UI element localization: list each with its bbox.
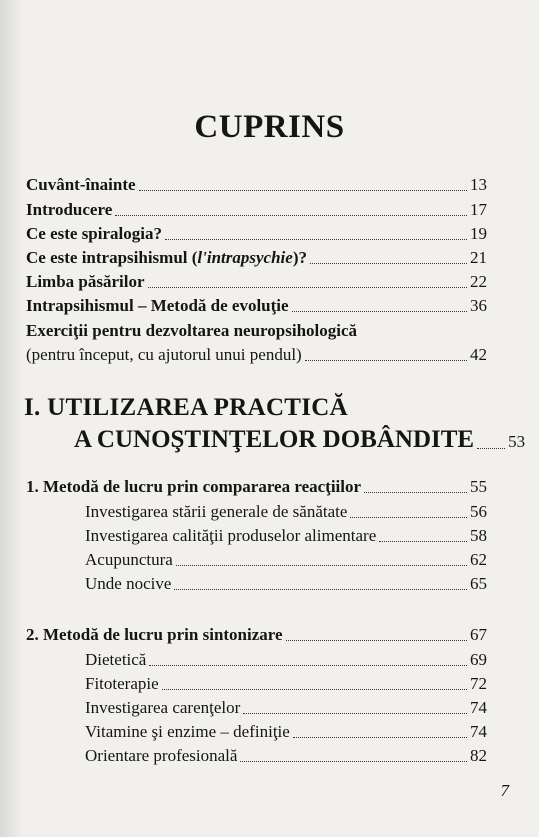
chapter-page: 67 [470, 625, 487, 644]
toc-entry-page: 21 [470, 248, 487, 267]
toc-entry-label-italic: l'intrapsychie [197, 248, 293, 267]
dot-leader [292, 311, 467, 312]
toc-entry-label: Introducere [26, 200, 113, 219]
toc-subentry-page: 72 [470, 674, 487, 693]
toc-subentry [85, 550, 487, 570]
toc-entry [26, 296, 487, 316]
toc-entry [26, 200, 487, 220]
dot-leader [350, 517, 467, 518]
toc-entry-page: 42 [470, 345, 487, 364]
toc-entry [26, 175, 487, 195]
toc-subentry-page: 56 [470, 502, 487, 521]
toc-subentry-label: Acupunctura [85, 550, 173, 569]
dot-leader [310, 263, 467, 264]
chapter-heading [26, 625, 487, 645]
chapter-page: 55 [470, 477, 487, 496]
toc-entry-page: 17 [470, 200, 487, 219]
part-heading-line2: A CUNOŞTINŢELOR DOBÂNDITE [74, 426, 475, 453]
dot-leader [379, 541, 467, 542]
dot-leader [240, 761, 467, 762]
dot-leader [148, 287, 467, 288]
toc-subentry [85, 746, 487, 766]
part-heading-page: 53 [508, 432, 526, 451]
toc-subentry-label: Fitoterapie [85, 674, 159, 693]
dot-leader [293, 737, 467, 738]
toc-subentry-label: Dietetică [85, 650, 147, 669]
toc-entry-label-part: )? [292, 248, 307, 267]
toc-subentry [85, 650, 487, 670]
toc-subentry-label: Investigarea calităţii produselor alimentare [85, 526, 377, 545]
toc-subentry-page: 74 [470, 698, 487, 717]
dot-leader [286, 640, 467, 641]
toc-entry [26, 345, 487, 365]
toc-entry-label-line2: (pentru început, cu ajutorul unui pendul) [26, 345, 302, 364]
toc-entry-page: 19 [470, 224, 487, 243]
dot-leader [139, 190, 467, 191]
toc-subentry-label: Investigarea stării generale de sănătate [85, 502, 348, 521]
toc-subentry-label: Orientare profesională [85, 746, 238, 765]
toc-subentry-page: 62 [470, 550, 487, 569]
toc-entry-page: 36 [470, 296, 487, 315]
dot-leader [243, 713, 467, 714]
part-heading-line1: I. UTILIZAREA PRACTICĂ [24, 394, 349, 421]
toc-subentry-page: 69 [470, 650, 487, 669]
dot-leader [174, 589, 467, 590]
toc-entry-label: Cuvânt-înainte [26, 175, 136, 194]
dot-leader [176, 565, 467, 566]
toc-entry-page: 22 [470, 272, 487, 291]
chapter-title: 1. Metodă de lucru prin compararea reacţiilor [26, 477, 362, 496]
toc-entry-label [26, 248, 307, 268]
toc-subentry-label: Unde nocive [85, 574, 172, 593]
toc-entry-label: Ce este spiralogia? [26, 224, 162, 243]
chapter-heading [26, 477, 487, 497]
dot-leader [364, 492, 467, 493]
dot-leader [115, 215, 467, 216]
toc-subentry-page: 65 [470, 574, 487, 593]
toc-subentry-page: 82 [470, 746, 487, 765]
toc-entry-label: Intrapsihismul – Metodă de evoluţie [26, 296, 289, 315]
toc-subentry [85, 574, 487, 594]
toc-entry-page: 13 [470, 175, 487, 194]
toc-entry [26, 248, 487, 268]
toc-entry-label-line1: Exerciţii pentru dezvoltarea neuropsihologică [26, 321, 358, 340]
page-number: 7 [500, 781, 509, 800]
dot-leader [477, 448, 505, 449]
toc-entry-label: Limba păsărilor [26, 272, 145, 291]
dot-leader [305, 360, 467, 361]
page-title: CUPRINS [194, 109, 345, 145]
toc-subentry-label: Investigarea carenţelor [85, 698, 241, 717]
dot-leader [149, 665, 467, 666]
toc-subentry-page: 74 [470, 722, 487, 741]
toc-subentry [85, 674, 487, 694]
part-heading [74, 425, 526, 455]
toc-entry [26, 272, 487, 292]
chapter-title: 2. Metodă de lucru prin sintonizare [26, 625, 283, 644]
toc-subentry [85, 698, 487, 718]
toc-subentry [85, 502, 487, 522]
toc-entry [26, 224, 487, 244]
toc-subentry [85, 526, 487, 546]
toc-entry-label-part: Ce este intrapsihismul ( [26, 248, 198, 267]
dot-leader [162, 689, 467, 690]
dot-leader [165, 239, 467, 240]
toc-subentry [85, 722, 487, 742]
toc-subentry-label: Vitamine şi enzime – definiţie [85, 722, 290, 741]
toc-subentry-page: 58 [470, 526, 487, 545]
